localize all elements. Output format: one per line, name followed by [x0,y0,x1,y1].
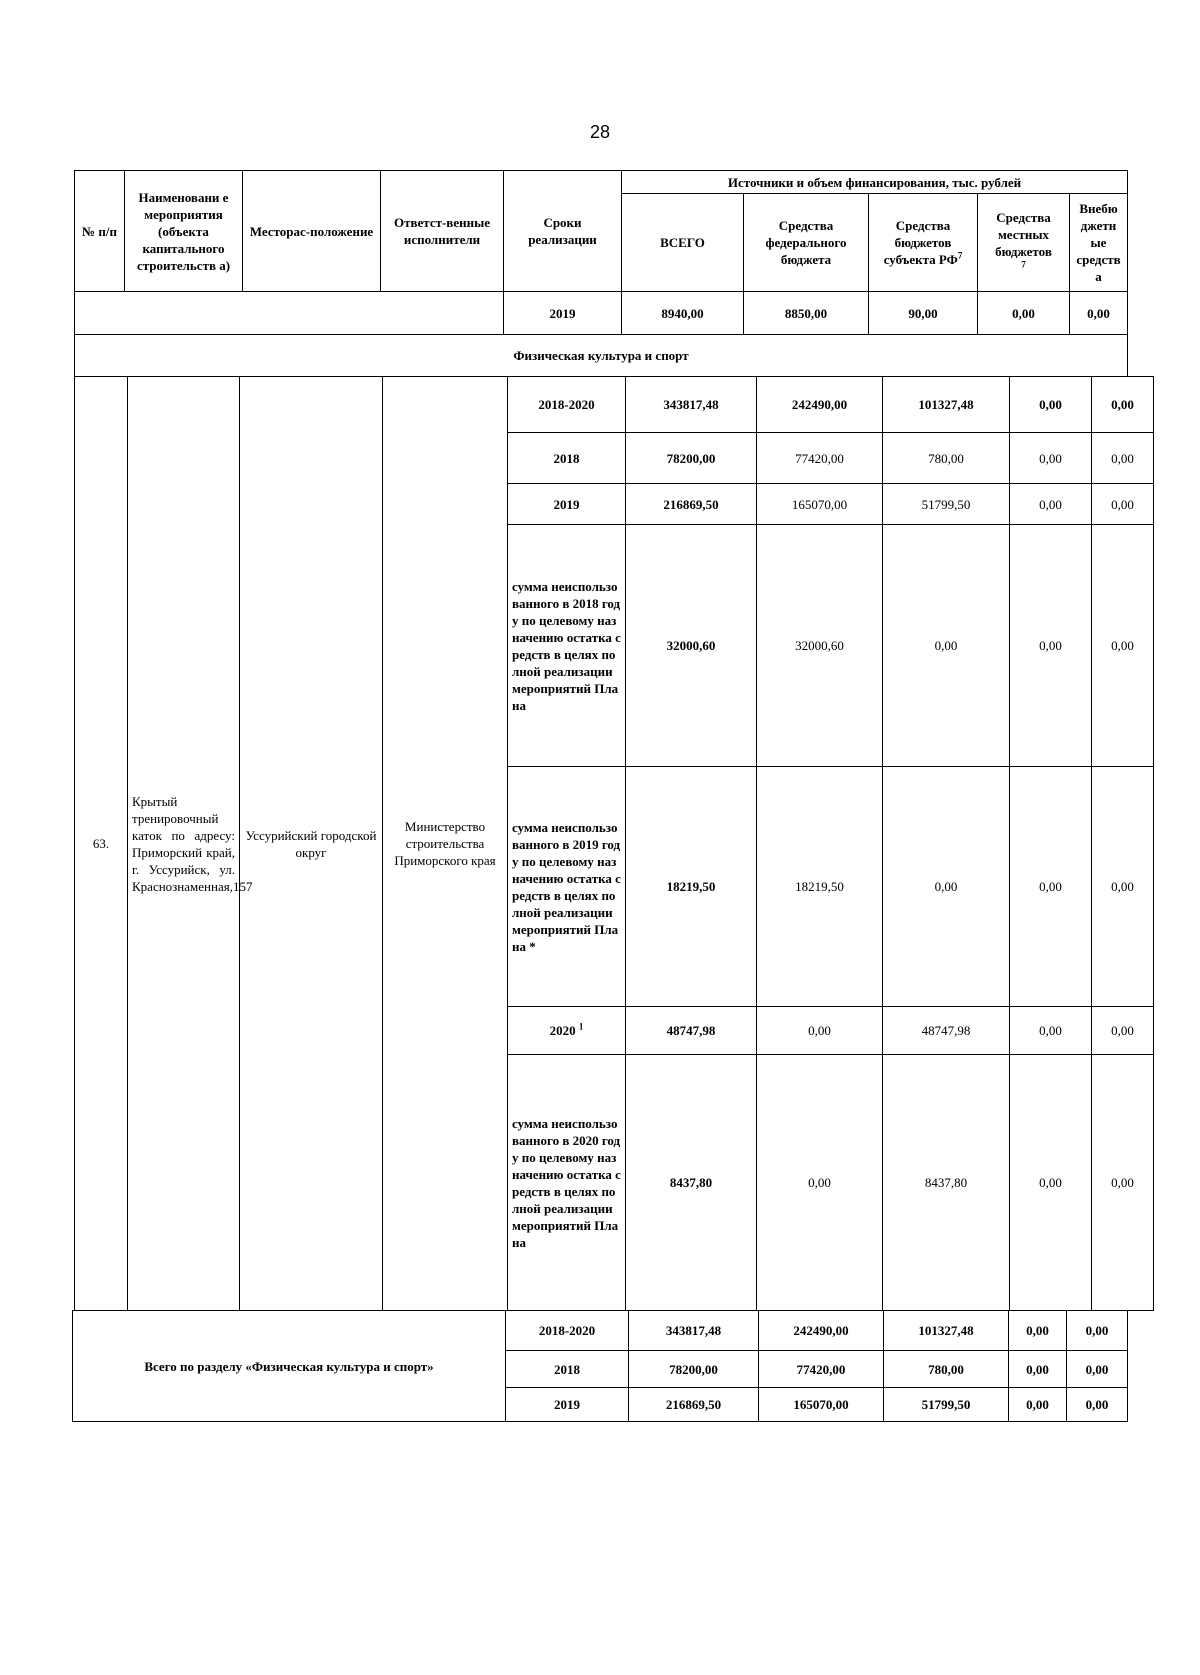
row-term: 2019 [508,484,626,525]
row-term: 2018 [508,433,626,484]
total-subject: 51799,50 [884,1388,1009,1422]
total-local: 0,00 [1009,1351,1067,1388]
table-row [75,377,1154,433]
total-local: 0,00 [1009,1388,1067,1422]
row-federal: 0,00 [757,1055,883,1311]
section-title: Физическая культура и спорт [75,335,1128,377]
header-sources: Источники и объем финансирования, тыс. рублей [622,171,1128,194]
row-subject: 8437,80 [883,1055,1010,1311]
row-subject: 0,00 [883,525,1010,767]
total-local: 0,00 [1009,1311,1067,1351]
row-local: 0,00 [1010,377,1092,433]
prev-row [75,292,1128,335]
row-extra: 0,00 [1092,484,1154,525]
row-local: 0,00 [1010,767,1092,1007]
page-number: 28 [589,122,611,142]
row-total: 48747,98 [626,1007,757,1055]
item-location: Уссурийский городской округ [240,377,383,1311]
row-total: 216869,50 [626,484,757,525]
prev-row-empty [75,292,504,335]
table-header [74,170,1128,377]
header-location: Месторас-положение [243,171,381,292]
row-local: 0,00 [1010,1007,1092,1055]
table-row [73,1311,1128,1351]
prev-local: 0,00 [978,292,1070,335]
row-local: 0,00 [1010,484,1092,525]
prev-term: 2019 [504,292,622,335]
total-federal: 165070,00 [759,1388,884,1422]
item-name: Крытый тренировочный каток по адресу: Приморский край, г. Уссурийск, ул. Краснознаменная,157 [128,377,240,1311]
header-terms: Сроки реализации [504,171,622,292]
total-total: 343817,48 [629,1311,759,1351]
row-extra: 0,00 [1092,377,1154,433]
row-extra: 0,00 [1092,433,1154,484]
total-term: 2019 [506,1388,629,1422]
row-term: сумма неиспользованного в 2020 году по целевому назначению остатка средств в целях полной реализации мероприятий Плана [508,1055,626,1311]
prev-subject: 90,00 [869,292,978,335]
row-extra: 0,00 [1092,1055,1154,1311]
row-federal: 32000,60 [757,525,883,767]
row-subject: 101327,48 [883,377,1010,433]
header-num: № п/п [75,171,125,292]
header-local: Средства местных бюджетов $^7$ [978,194,1070,292]
row-federal: 0,00 [757,1007,883,1055]
row-term: 2020 $^1$ [508,1007,626,1055]
item-executor: Министерство строительства Приморского края [383,377,508,1311]
row-subject: 780,00 [883,433,1010,484]
row-term: сумма неиспользованного в 2018 году по целевому назначению остатка средств в целях полной реализации мероприятий Плана [508,525,626,767]
row-extra: 0,00 [1092,525,1154,767]
row-total: 343817,48 [626,377,757,433]
row-federal: 77420,00 [757,433,883,484]
row-total: 78200,00 [626,433,757,484]
row-federal: 165070,00 [757,484,883,525]
total-total: 78200,00 [629,1351,759,1388]
row-term: сумма неиспользованного в 2019 году по целевому назначению остатка средств в целях полной реализации мероприятий Плана * [508,767,626,1007]
total-extra: 0,00 [1067,1311,1128,1351]
header-subject: Средства бюджетов субъекта $РФ^7$ [869,194,978,292]
row-extra: 0,00 [1092,1007,1154,1055]
row-term: 2018-2020 [508,377,626,433]
table-section-total [72,1310,1128,1422]
prev-total: 8940,00 [622,292,744,335]
row-local: 0,00 [1010,1055,1092,1311]
total-subject: 780,00 [884,1351,1009,1388]
header-name: Наименовани е мероприятия (объекта капитального строительств а) [125,171,243,292]
total-extra: 0,00 [1067,1388,1128,1422]
row-total: 18219,50 [626,767,757,1007]
row-subject: 48747,98 [883,1007,1010,1055]
row-federal: 18219,50 [757,767,883,1007]
header-federal: Средства федерального бюджета [744,194,869,292]
row-federal: 242490,00 [757,377,883,433]
row-subject: 51799,50 [883,484,1010,525]
total-federal: 242490,00 [759,1311,884,1351]
row-subject: 0,00 [883,767,1010,1007]
total-term: 2018-2020 [506,1311,629,1351]
prev-federal: 8850,00 [744,292,869,335]
header-executors: Ответст-венные исполнители [381,171,504,292]
table-item [74,376,1154,1311]
row-total: 8437,80 [626,1055,757,1311]
total-extra: 0,00 [1067,1351,1128,1388]
header-total: ВСЕГО [622,194,744,292]
total-subject: 101327,48 [884,1311,1009,1351]
item-num: 63. [75,377,128,1311]
total-term: 2018 [506,1351,629,1388]
total-total: 216869,50 [629,1388,759,1422]
row-extra: 0,00 [1092,767,1154,1007]
row-local: 0,00 [1010,433,1092,484]
total-federal: 77420,00 [759,1351,884,1388]
row-local: 0,00 [1010,525,1092,767]
header-extra: Внебю джетн ые средств а [1070,194,1128,292]
row-total: 32000,60 [626,525,757,767]
prev-extra: 0,00 [1070,292,1128,335]
section-total-label: Всего по разделу «Физическая культура и спорт» [73,1311,506,1422]
